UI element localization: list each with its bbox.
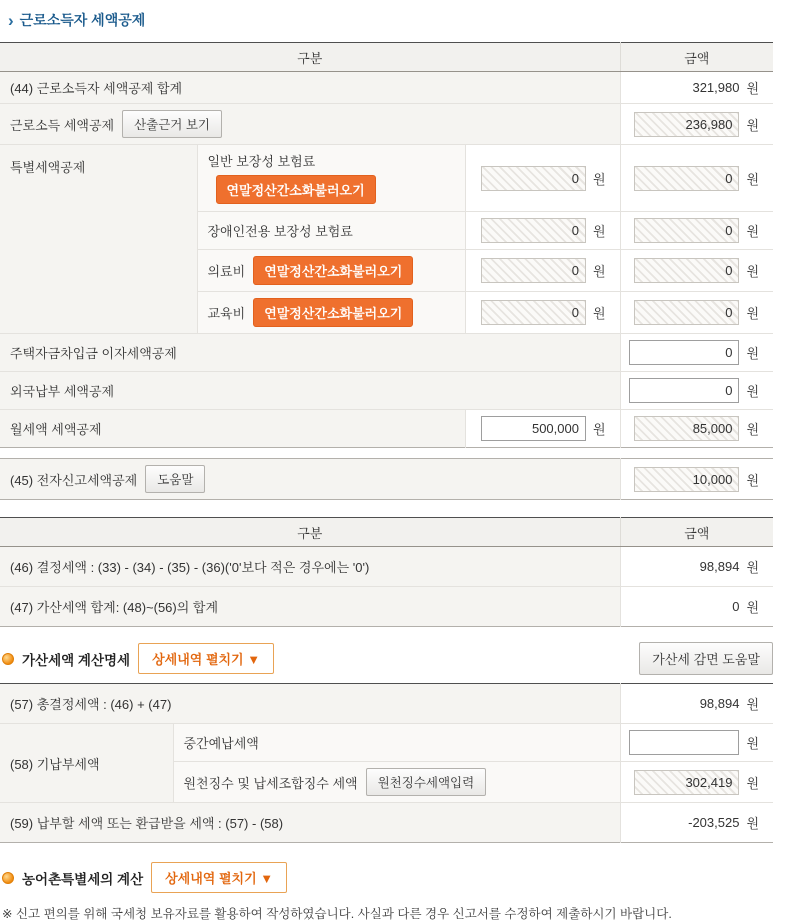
earned-income-credit-amount-cell [620,104,773,145]
insurance-general-label: 일반 보장성 보험료 [207,154,316,169]
education-label: 교육비 [207,306,246,321]
unit-label: 원 [592,224,606,239]
earned-income-credit-amount-input [634,112,739,137]
penalty-section-header [0,642,773,675]
withholding-amount-cell [620,762,773,803]
calc-basis-button[interactable]: 산출근거 보기 [122,110,222,138]
foreign-tax-label: 외국납부 세액공제 [0,372,620,410]
education-spent-cell [465,292,620,334]
column-header-division: 구분 [0,518,620,547]
unit-label: 원 [746,816,760,831]
row47-label: (47) 가산세액 합계: (48)~(56)의 합계 [0,587,620,627]
earned-income-credit-label-cell [0,104,620,145]
insurance-general-spent-input [481,166,586,191]
row59-amount-cell [620,803,773,843]
education-spent-input [481,300,586,325]
prepaid-tax-table [0,683,773,843]
unit-label: 원 [746,171,760,187]
unit-label: 원 [746,224,760,239]
e-filing-credit-label: (45) 전자신고세액공제 [10,472,138,488]
unit-label: 원 [746,697,760,712]
table-row [0,684,773,724]
row59-amount: -203,525 [688,815,740,830]
unit-label: 원 [592,306,606,321]
table-row [0,145,773,212]
housing-loan-amount-cell [620,334,773,372]
e-filing-credit-label-cell [0,459,620,500]
earned-income-tax-credit-table [0,42,773,448]
education-credit-cell [620,292,773,334]
simplified-import-button[interactable]: 연말정산간소화불러오기 [253,256,413,285]
insurance-disabled-credit-input [634,218,739,243]
insurance-general-spent-cell [465,145,620,212]
unit-label: 원 [746,736,760,751]
row57-amount-cell [620,684,773,724]
medical-credit-cell [620,250,773,292]
page-title [8,10,796,30]
row59-label: (59) 납부할 세액 또는 환급받을 세액 : (57) - (58) [0,803,620,843]
unit-label: 원 [592,422,606,437]
column-header-division: 구분 [0,43,620,72]
table-row [0,547,773,587]
unit-label: 원 [746,384,760,399]
row58-group-label: (58) 기납부세액 [0,724,173,803]
education-label-cell [197,292,465,334]
penalty-reduction-help-button[interactable]: 가산세 감면 도움말 [639,642,773,675]
insurance-general-credit-cell [620,145,773,212]
section-bullet-icon [2,653,14,665]
penalty-section-title: 가산세액 계산명세 [22,652,131,668]
withholding-label-cell [173,762,620,803]
housing-loan-amount-input[interactable] [629,340,739,365]
row47-amount: 0 [732,599,740,614]
table-row [0,587,773,627]
table-row [0,724,773,762]
unit-label: 원 [746,346,760,361]
monthly-rent-credit-input [634,416,739,441]
farm-tax-section-title: 농어촌특별세의 계산 [22,871,144,887]
section-bullet-icon [2,872,14,884]
e-filing-credit-table [0,458,773,500]
unit-label: 원 [746,117,760,133]
insurance-disabled-spent-input [481,218,586,243]
monthly-rent-paid-input[interactable] [481,416,586,441]
interim-prepayment-amount-cell [620,724,773,762]
column-header-amount: 금액 [620,43,773,72]
unit-label: 원 [746,600,759,615]
unit-label: 원 [746,560,759,575]
table-row [0,334,773,372]
row57-amount: 98,894 [699,696,740,711]
unit-label: 원 [592,171,606,187]
help-button[interactable]: 도움말 [145,465,205,493]
table-row [0,72,773,104]
education-credit-input [634,300,739,325]
unit-label: 원 [746,775,760,791]
medical-spent-input [481,258,586,283]
medical-label-cell [197,250,465,292]
housing-loan-label: 주택자금차입금 이자세액공제 [0,334,620,372]
e-filing-credit-amount-input [634,467,739,492]
footnote-text: ※ 신고 편의를 위해 국세청 보유자료를 활용하여 작성하였습니다. 사실과 다른 경우 신고서를 수정하여 제출하시기 바랍니다. [2,907,672,921]
row44-amount: 321,980 [692,80,740,95]
unit-label: 원 [592,264,606,279]
insurance-disabled-spent-cell [465,212,620,250]
unit-label: 원 [746,81,760,96]
row46-amount: 98,894 [699,559,740,574]
insurance-disabled-label: 장애인전용 보장성 보험료 [197,212,465,250]
table-row [0,410,773,448]
monthly-rent-paid-cell [465,410,620,448]
row46-amount-cell [620,547,773,587]
row44-label: (44) 근로소득자 세액공제 합계 [0,72,620,104]
column-header-amount: 금액 [620,518,773,547]
special-credit-group-label: 특별세액공제 [0,145,197,334]
table-row [0,104,773,145]
row57-label: (57) 총결정세액 : (46) + (47) [0,684,620,724]
medical-credit-input [634,258,739,283]
insurance-general-label-cell [197,145,465,212]
monthly-rent-label: 월세액 세액공제 [0,410,465,448]
medical-label: 의료비 [207,264,246,279]
withholding-label: 원천징수 및 납세조합징수 세액 [183,775,358,791]
simplified-import-button[interactable]: 연말정산간소화불러오기 [253,298,413,327]
unit-label: 원 [746,264,760,279]
determined-tax-table [0,517,773,627]
table-row [0,372,773,410]
page-title-text: 근로소득자 세액공제 [19,12,146,28]
unit-label: 원 [746,422,760,437]
interim-prepayment-amount-input[interactable] [629,730,739,755]
monthly-rent-credit-cell [620,410,773,448]
insurance-disabled-credit-cell [620,212,773,250]
row44-amount-cell [620,72,773,104]
farm-detail-expand-button[interactable]: 상세내역 펼치기 ▼ [151,862,287,893]
foreign-tax-amount-cell [620,372,773,410]
unit-label: 원 [746,306,760,321]
table-row [0,803,773,843]
medical-spent-cell [465,250,620,292]
earned-income-credit-label: 근로소득 세액공제 [10,117,115,133]
row46-label: (46) 결정세액 : (33) - (34) - (35) - (36)('0'보다 적은 경우에는 '0') [0,547,620,587]
penalty-detail-expand-button[interactable]: 상세내역 펼치기 ▼ [138,643,274,674]
foreign-tax-amount-input[interactable] [629,378,739,403]
e-filing-credit-amount-cell [620,459,773,500]
simplified-import-button[interactable]: 연말정산간소화불러오기 [216,175,376,204]
table-row [0,459,773,500]
withholding-amount-input [634,770,739,795]
interim-prepayment-label: 중간예납세액 [173,724,620,762]
row47-amount-cell [620,587,773,627]
withholding-input-button[interactable]: 원천징수세액입력 [366,768,487,796]
insurance-general-credit-input [634,166,739,191]
chevron-right-icon: › [8,10,14,30]
farm-tax-section-header [0,862,773,893]
unit-label: 원 [746,472,759,488]
